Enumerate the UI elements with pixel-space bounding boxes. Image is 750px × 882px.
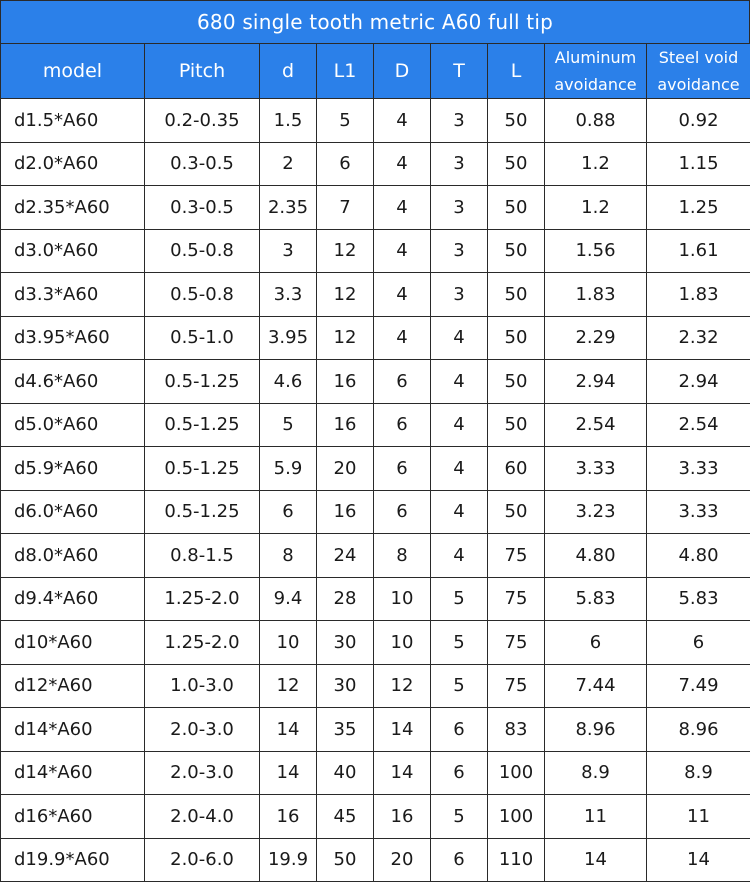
cell-d: 8 bbox=[260, 534, 317, 578]
spec-table bbox=[0, 43, 750, 882]
cell-l1: 20 bbox=[317, 447, 374, 491]
cell-l1: 16 bbox=[317, 360, 374, 404]
cell-l: 75 bbox=[488, 621, 545, 665]
cell-l: 75 bbox=[488, 577, 545, 621]
cell-t: 5 bbox=[431, 621, 488, 665]
cell-t: 6 bbox=[431, 751, 488, 795]
cell-model: d5.9*A60 bbox=[1, 447, 145, 491]
cell-steel-void-avoidance: 1.61 bbox=[647, 229, 750, 273]
cell-d: 1.5 bbox=[260, 99, 317, 143]
table-row bbox=[1, 577, 750, 621]
cell-model: d6.0*A60 bbox=[1, 490, 145, 534]
cell-big-d: 12 bbox=[374, 664, 431, 708]
cell-big-d: 6 bbox=[374, 360, 431, 404]
cell-aluminum-avoidance: 0.88 bbox=[545, 99, 647, 143]
cell-pitch: 2.0-4.0 bbox=[145, 795, 260, 839]
cell-model: d14*A60 bbox=[1, 751, 145, 795]
cell-big-d: 4 bbox=[374, 273, 431, 317]
cell-pitch: 0.5-1.25 bbox=[145, 447, 260, 491]
cell-pitch: 0.5-1.25 bbox=[145, 403, 260, 447]
cell-l: 100 bbox=[488, 751, 545, 795]
cell-aluminum-avoidance: 2.29 bbox=[545, 316, 647, 360]
cell-steel-void-avoidance: 3.33 bbox=[647, 447, 750, 491]
cell-l: 50 bbox=[488, 229, 545, 273]
cell-d: 3.95 bbox=[260, 316, 317, 360]
cell-t: 4 bbox=[431, 534, 488, 578]
cell-l1: 6 bbox=[317, 142, 374, 186]
cell-d: 2.35 bbox=[260, 186, 317, 230]
cell-model: d10*A60 bbox=[1, 621, 145, 665]
table-row bbox=[1, 838, 750, 882]
column-header-l1: L1 bbox=[317, 44, 374, 99]
cell-t: 3 bbox=[431, 142, 488, 186]
cell-aluminum-avoidance: 3.33 bbox=[545, 447, 647, 491]
table-row bbox=[1, 490, 750, 534]
cell-d: 9.4 bbox=[260, 577, 317, 621]
cell-aluminum-avoidance: 1.2 bbox=[545, 186, 647, 230]
cell-pitch: 2.0-3.0 bbox=[145, 751, 260, 795]
cell-l1: 7 bbox=[317, 186, 374, 230]
cell-model: d1.5*A60 bbox=[1, 99, 145, 143]
cell-model: d12*A60 bbox=[1, 664, 145, 708]
table-row bbox=[1, 664, 750, 708]
cell-l: 50 bbox=[488, 186, 545, 230]
cell-t: 4 bbox=[431, 447, 488, 491]
cell-model: d9.4*A60 bbox=[1, 577, 145, 621]
cell-big-d: 6 bbox=[374, 490, 431, 534]
cell-l1: 40 bbox=[317, 751, 374, 795]
cell-aluminum-avoidance: 5.83 bbox=[545, 577, 647, 621]
cell-big-d: 10 bbox=[374, 577, 431, 621]
column-header-aluminum-avoidance: Aluminum avoidance bbox=[545, 44, 647, 99]
cell-l: 50 bbox=[488, 142, 545, 186]
cell-big-d: 4 bbox=[374, 99, 431, 143]
cell-big-d: 6 bbox=[374, 447, 431, 491]
cell-l1: 30 bbox=[317, 621, 374, 665]
cell-l: 50 bbox=[488, 99, 545, 143]
cell-pitch: 0.2-0.35 bbox=[145, 99, 260, 143]
cell-d: 12 bbox=[260, 664, 317, 708]
cell-pitch: 0.5-0.8 bbox=[145, 273, 260, 317]
cell-l: 50 bbox=[488, 316, 545, 360]
table-row bbox=[1, 316, 750, 360]
cell-d: 14 bbox=[260, 708, 317, 752]
cell-l1: 16 bbox=[317, 403, 374, 447]
cell-d: 5 bbox=[260, 403, 317, 447]
cell-t: 6 bbox=[431, 838, 488, 882]
cell-big-d: 4 bbox=[374, 229, 431, 273]
header-row bbox=[1, 44, 750, 99]
cell-d: 16 bbox=[260, 795, 317, 839]
cell-l1: 45 bbox=[317, 795, 374, 839]
cell-steel-void-avoidance: 3.33 bbox=[647, 490, 750, 534]
cell-steel-void-avoidance: 14 bbox=[647, 838, 750, 882]
table-row bbox=[1, 142, 750, 186]
cell-aluminum-avoidance: 2.54 bbox=[545, 403, 647, 447]
cell-l: 75 bbox=[488, 664, 545, 708]
cell-aluminum-avoidance: 7.44 bbox=[545, 664, 647, 708]
cell-t: 5 bbox=[431, 664, 488, 708]
cell-d: 14 bbox=[260, 751, 317, 795]
table-row bbox=[1, 621, 750, 665]
table-row bbox=[1, 273, 750, 317]
cell-big-d: 10 bbox=[374, 621, 431, 665]
cell-l1: 30 bbox=[317, 664, 374, 708]
cell-model: d5.0*A60 bbox=[1, 403, 145, 447]
table-row bbox=[1, 708, 750, 752]
cell-pitch: 2.0-3.0 bbox=[145, 708, 260, 752]
cell-model: d2.35*A60 bbox=[1, 186, 145, 230]
cell-l: 110 bbox=[488, 838, 545, 882]
cell-big-d: 16 bbox=[374, 795, 431, 839]
cell-pitch: 0.5-0.8 bbox=[145, 229, 260, 273]
cell-l1: 12 bbox=[317, 273, 374, 317]
cell-model: d14*A60 bbox=[1, 708, 145, 752]
cell-t: 4 bbox=[431, 490, 488, 534]
cell-model: d4.6*A60 bbox=[1, 360, 145, 404]
cell-pitch: 1.0-3.0 bbox=[145, 664, 260, 708]
cell-aluminum-avoidance: 14 bbox=[545, 838, 647, 882]
cell-d: 2 bbox=[260, 142, 317, 186]
cell-model: d2.0*A60 bbox=[1, 142, 145, 186]
table-header bbox=[1, 44, 750, 99]
cell-l1: 35 bbox=[317, 708, 374, 752]
cell-pitch: 0.3-0.5 bbox=[145, 186, 260, 230]
cell-l: 100 bbox=[488, 795, 545, 839]
cell-model: d3.95*A60 bbox=[1, 316, 145, 360]
cell-d: 3.3 bbox=[260, 273, 317, 317]
cell-d: 6 bbox=[260, 490, 317, 534]
cell-steel-void-avoidance: 1.25 bbox=[647, 186, 750, 230]
cell-aluminum-avoidance: 1.2 bbox=[545, 142, 647, 186]
cell-pitch: 1.25-2.0 bbox=[145, 621, 260, 665]
cell-l: 75 bbox=[488, 534, 545, 578]
column-header-steel-void-avoidance: Steel void avoidance bbox=[647, 44, 750, 99]
cell-pitch: 2.0-6.0 bbox=[145, 838, 260, 882]
cell-l1: 50 bbox=[317, 838, 374, 882]
cell-model: d3.3*A60 bbox=[1, 273, 145, 317]
cell-t: 5 bbox=[431, 795, 488, 839]
cell-model: d16*A60 bbox=[1, 795, 145, 839]
cell-steel-void-avoidance: 2.54 bbox=[647, 403, 750, 447]
cell-aluminum-avoidance: 6 bbox=[545, 621, 647, 665]
cell-aluminum-avoidance: 3.23 bbox=[545, 490, 647, 534]
column-header-pitch: Pitch bbox=[145, 44, 260, 99]
cell-l: 50 bbox=[488, 273, 545, 317]
cell-pitch: 0.5-1.0 bbox=[145, 316, 260, 360]
cell-aluminum-avoidance: 8.96 bbox=[545, 708, 647, 752]
cell-steel-void-avoidance: 7.49 bbox=[647, 664, 750, 708]
cell-aluminum-avoidance: 8.9 bbox=[545, 751, 647, 795]
cell-steel-void-avoidance: 1.15 bbox=[647, 142, 750, 186]
cell-steel-void-avoidance: 6 bbox=[647, 621, 750, 665]
table-row bbox=[1, 751, 750, 795]
cell-big-d: 4 bbox=[374, 316, 431, 360]
column-header-t: T bbox=[431, 44, 488, 99]
cell-big-d: 14 bbox=[374, 708, 431, 752]
cell-t: 4 bbox=[431, 316, 488, 360]
cell-l: 50 bbox=[488, 490, 545, 534]
cell-big-d: 6 bbox=[374, 403, 431, 447]
cell-steel-void-avoidance: 4.80 bbox=[647, 534, 750, 578]
table-row bbox=[1, 229, 750, 273]
cell-aluminum-avoidance: 1.56 bbox=[545, 229, 647, 273]
cell-aluminum-avoidance: 2.94 bbox=[545, 360, 647, 404]
cell-big-d: 14 bbox=[374, 751, 431, 795]
cell-t: 4 bbox=[431, 403, 488, 447]
column-header-l: L bbox=[488, 44, 545, 99]
cell-l1: 12 bbox=[317, 316, 374, 360]
cell-big-d: 8 bbox=[374, 534, 431, 578]
cell-big-d: 20 bbox=[374, 838, 431, 882]
cell-t: 3 bbox=[431, 229, 488, 273]
cell-pitch: 0.3-0.5 bbox=[145, 142, 260, 186]
cell-model: d8.0*A60 bbox=[1, 534, 145, 578]
cell-pitch: 1.25-2.0 bbox=[145, 577, 260, 621]
cell-l: 50 bbox=[488, 403, 545, 447]
cell-d: 4.6 bbox=[260, 360, 317, 404]
cell-d: 3 bbox=[260, 229, 317, 273]
cell-d: 5.9 bbox=[260, 447, 317, 491]
cell-steel-void-avoidance: 5.83 bbox=[647, 577, 750, 621]
column-header-d: d bbox=[260, 44, 317, 99]
table-row bbox=[1, 447, 750, 491]
cell-t: 6 bbox=[431, 708, 488, 752]
cell-steel-void-avoidance: 11 bbox=[647, 795, 750, 839]
cell-steel-void-avoidance: 2.94 bbox=[647, 360, 750, 404]
table-title: 680 single tooth metric A60 full tip bbox=[0, 0, 750, 43]
cell-l: 50 bbox=[488, 360, 545, 404]
cell-d: 10 bbox=[260, 621, 317, 665]
cell-t: 3 bbox=[431, 186, 488, 230]
cell-big-d: 4 bbox=[374, 142, 431, 186]
cell-steel-void-avoidance: 2.32 bbox=[647, 316, 750, 360]
table-row bbox=[1, 186, 750, 230]
cell-pitch: 0.5-1.25 bbox=[145, 490, 260, 534]
cell-steel-void-avoidance: 8.9 bbox=[647, 751, 750, 795]
cell-l1: 12 bbox=[317, 229, 374, 273]
cell-t: 5 bbox=[431, 577, 488, 621]
cell-t: 3 bbox=[431, 99, 488, 143]
cell-aluminum-avoidance: 1.83 bbox=[545, 273, 647, 317]
table-row bbox=[1, 99, 750, 143]
cell-l1: 5 bbox=[317, 99, 374, 143]
table-row bbox=[1, 534, 750, 578]
cell-aluminum-avoidance: 11 bbox=[545, 795, 647, 839]
table-row bbox=[1, 795, 750, 839]
table-row bbox=[1, 360, 750, 404]
column-header-model: model bbox=[1, 44, 145, 99]
cell-pitch: 0.8-1.5 bbox=[145, 534, 260, 578]
cell-l: 83 bbox=[488, 708, 545, 752]
cell-d: 19.9 bbox=[260, 838, 317, 882]
cell-steel-void-avoidance: 1.83 bbox=[647, 273, 750, 317]
cell-l: 60 bbox=[488, 447, 545, 491]
cell-pitch: 0.5-1.25 bbox=[145, 360, 260, 404]
cell-aluminum-avoidance: 4.80 bbox=[545, 534, 647, 578]
cell-model: d19.9*A60 bbox=[1, 838, 145, 882]
cell-t: 3 bbox=[431, 273, 488, 317]
cell-l1: 24 bbox=[317, 534, 374, 578]
cell-l1: 16 bbox=[317, 490, 374, 534]
table-body bbox=[1, 99, 750, 882]
cell-t: 4 bbox=[431, 360, 488, 404]
cell-model: d3.0*A60 bbox=[1, 229, 145, 273]
table-row bbox=[1, 403, 750, 447]
cell-l1: 28 bbox=[317, 577, 374, 621]
cell-steel-void-avoidance: 0.92 bbox=[647, 99, 750, 143]
cell-steel-void-avoidance: 8.96 bbox=[647, 708, 750, 752]
cell-big-d: 4 bbox=[374, 186, 431, 230]
column-header-big-d: D bbox=[374, 44, 431, 99]
